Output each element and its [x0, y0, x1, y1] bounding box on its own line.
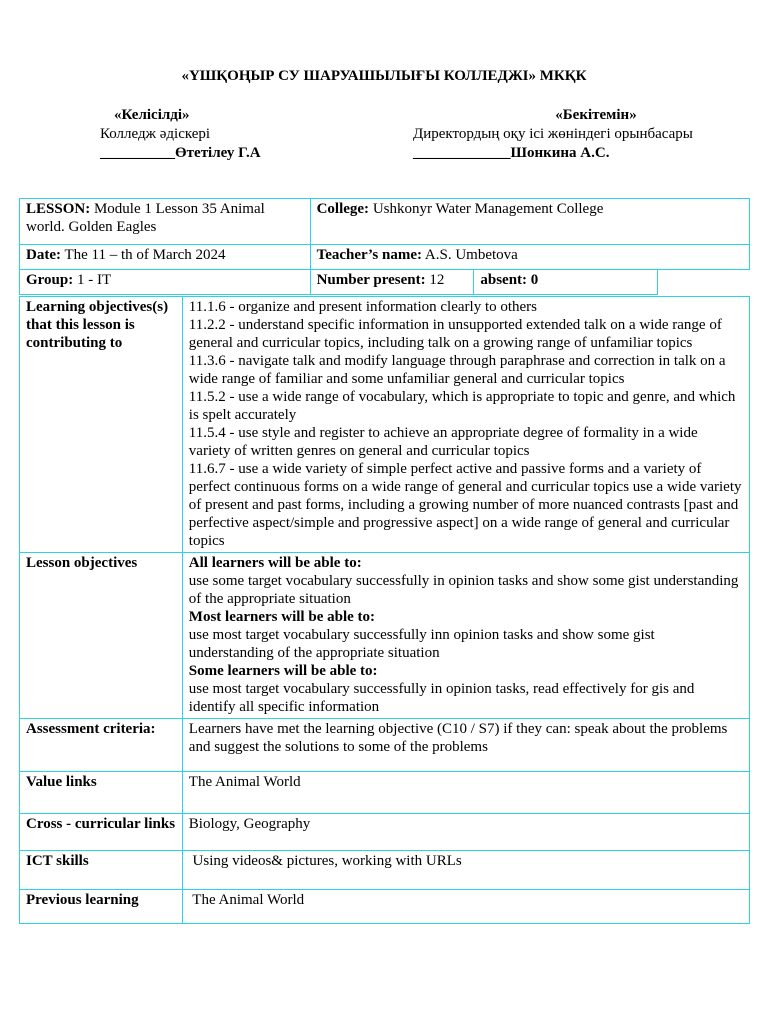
date-value: The 11 – th of March 2024 — [64, 247, 226, 263]
approved-signature — [413, 144, 768, 163]
value-links-label: Value links — [20, 772, 183, 814]
objective-item: 11.6.7 - use a wide variety of simple perfect active and passive forms and a variety of perfect continuous forms on a wide range of general and curricular topics use a wide variety of present and past forms, including a growing number of more nuanced contrasts [past and perfective aspect/simple and progressive aspect] on a wide range of general and curricular topics — [188, 461, 742, 549]
previous-learning-label: Previous learning — [20, 890, 183, 924]
ict-skills-text: Using videos& pictures, working with URLs — [182, 851, 749, 890]
lesson-label: LESSON: — [26, 201, 91, 217]
table-row — [20, 297, 750, 553]
cross-curricular-label: Cross - curricular links — [20, 814, 183, 851]
approval-block-agreed — [100, 106, 261, 163]
lesson-plan-table — [19, 296, 750, 924]
college-label: College: — [316, 201, 370, 217]
table-row — [20, 890, 750, 924]
agreed-signature-line: __________ — [100, 145, 175, 161]
all-learners-text: use some target vocabulary successfully in opinion tasks and show some gist understanding of the appropriate situation — [188, 573, 739, 607]
most-learners-text: use most target vocabulary successfully inn opinion tasks and show some gist understanding of the appropriate situation — [188, 627, 655, 661]
lesson-objectives-cell — [182, 553, 749, 719]
teacher-cell — [310, 245, 749, 270]
group-label: Group: — [26, 272, 74, 288]
empty-cell — [658, 270, 750, 295]
cross-curricular-text: Biology, Geography — [182, 814, 749, 851]
most-learners-heading: Most learners will be able to: — [188, 609, 376, 625]
number-present-cell — [310, 270, 474, 295]
agreed-heading: «Келісілді» — [114, 107, 190, 123]
table-row — [20, 814, 750, 851]
college-title: «ҮШҚОҢЫР СУ ШАРУАШЫЛЫҒЫ КОЛЛЕДЖІ» МКҚК — [181, 68, 587, 84]
objective-item: 11.1.6 - organize and present information clearly to others — [188, 299, 538, 315]
table-row — [20, 245, 750, 270]
table-row — [20, 270, 750, 295]
objective-item: 11.5.4 - use style and register to achieve an appropriate degree of formality in a wide variety of written genres on general and curricular topics — [188, 425, 698, 459]
college-value: Ushkonyr Water Management College — [372, 201, 604, 217]
agreed-role: Колледж әдіскері — [100, 126, 211, 142]
objective-item: 11.5.2 - use a wide range of vocabulary, which is appropriate to topic and genre, and which is spelt accurately — [188, 389, 736, 423]
lesson-cell — [20, 199, 311, 245]
group-cell — [20, 270, 311, 295]
agreed-name: Өтетілеу Г.А — [175, 145, 261, 161]
objectives-cell — [182, 297, 749, 553]
ict-skills-label: ICT skills — [20, 851, 183, 890]
previous-learning-text: The Animal World — [182, 890, 749, 924]
table-row — [20, 719, 750, 772]
approved-role: Директордың оқу ісі жөніндегі орынбасары — [413, 126, 693, 142]
lesson-objectives-label: Lesson objectives — [20, 553, 183, 719]
some-learners-text: use most target vocabulary successfully in opinion tasks, read effectively for gis and identify all specific information — [188, 681, 695, 715]
assessment-text: Learners have met the learning objective (C10 / S7) if they can: speak about the problems and suggest the solutions to some of the problems — [182, 719, 749, 772]
table-row — [20, 199, 750, 245]
college-cell — [310, 199, 749, 245]
teacher-label: Teacher’s name: — [316, 247, 422, 263]
number-present-value: 12 — [429, 272, 445, 288]
objective-item: 11.2.2 - understand specific information in unsupported extended talk on a wide range of general and curricular topics, including talk on a growing range of unfamiliar topics — [188, 317, 722, 351]
approved-name: Шонкина А.С. — [510, 145, 610, 161]
approval-block-approved — [413, 106, 768, 163]
approved-signature-line: _____________ — [413, 145, 511, 161]
objectives-label: Learning objectives(s) that this lesson is contributing to — [20, 297, 183, 553]
date-label: Date: — [26, 247, 61, 263]
table-row — [20, 772, 750, 814]
assessment-label: Assessment criteria: — [20, 719, 183, 772]
approved-heading: «Бекітемін» — [555, 107, 637, 123]
agreed-signature — [100, 144, 261, 163]
group-value: 1 - IT — [76, 272, 112, 288]
lesson-value: Module 1 Lesson 35 Animal world. Golden Eagles — [26, 201, 265, 235]
table-row — [20, 553, 750, 719]
all-learners-heading: All learners will be able to: — [188, 555, 362, 571]
absent-cell: absent: 0 — [474, 270, 658, 295]
value-links-text: The Animal World — [182, 772, 749, 814]
lesson-info-table — [19, 198, 750, 295]
date-cell — [20, 245, 311, 270]
number-present-label: Number present: — [316, 272, 426, 288]
table-row — [20, 851, 750, 890]
objective-item: 11.3.6 - navigate talk and modify language through paraphrase and correction in talk on a wide range of familiar and some unfamiliar general and curricular topics — [188, 353, 726, 387]
some-learners-heading: Some learners will be able to: — [188, 663, 378, 679]
teacher-value: A.S. Umbetova — [424, 247, 518, 263]
